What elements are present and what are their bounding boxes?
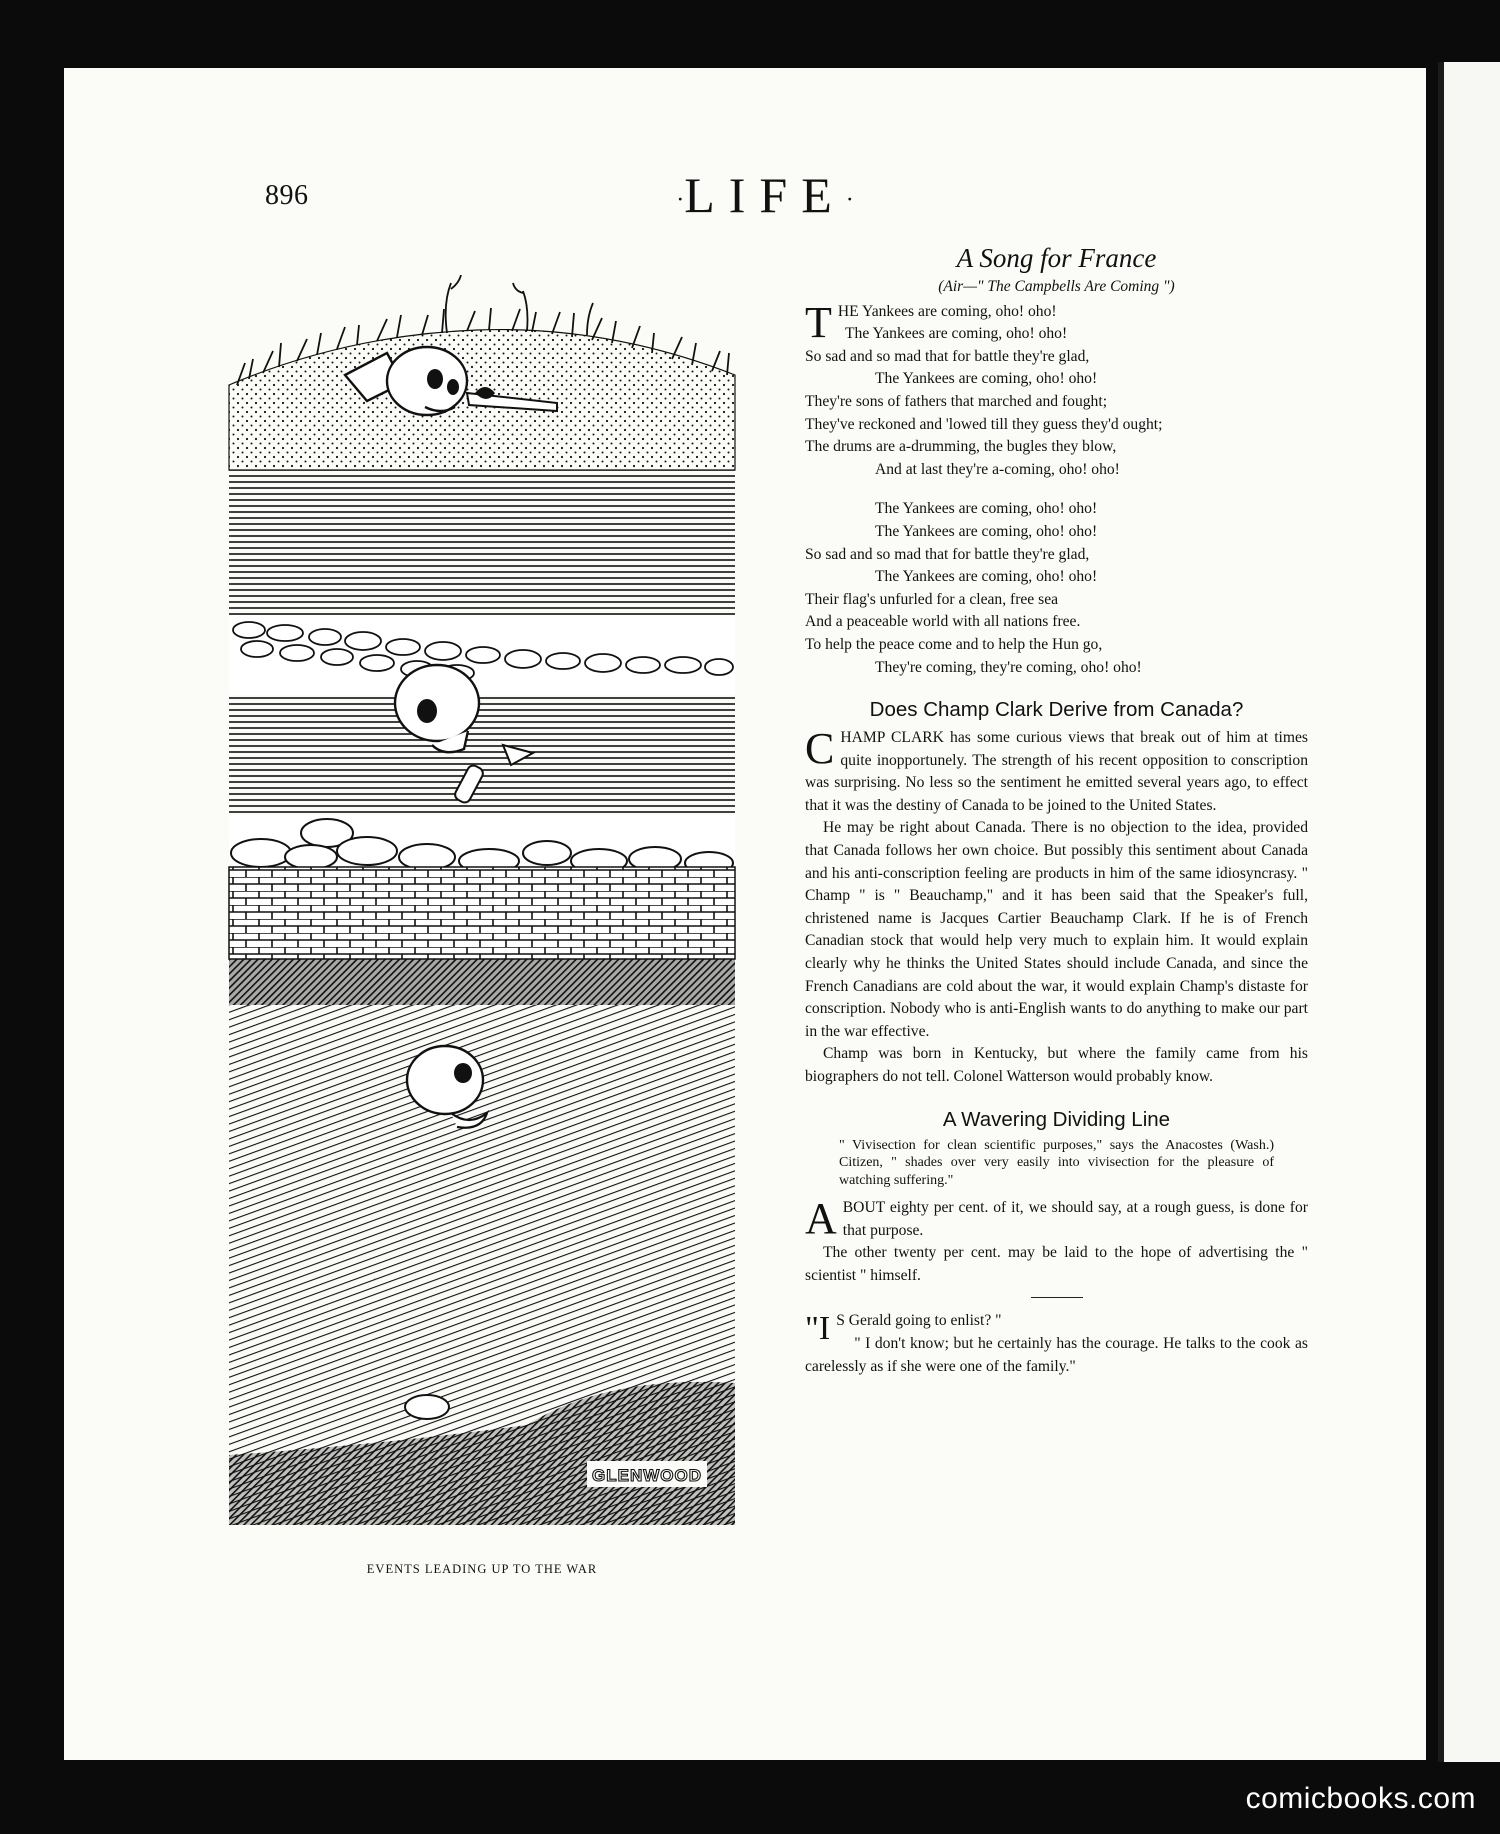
illustration-caption: EVENTS LEADING UP TO THE WAR xyxy=(366,1562,598,1576)
drop-cap: T xyxy=(805,297,832,347)
paragraph: He may be right about Canada. There is no objection to the idea, provided that Canada follows her own choice. But possibly this sentiment about Canada and his anti-conscription feeling are products in him of the same idiosyncrasy. " Champ " is " Beauchamp," and it has been said that the Speaker's full, christened name is Jacques Cartier Beauchamp Clark. If he is of French Canadian stock that would help very much to explain him. It would explain clearly why he thinks the United States should include Canada, and since the French Canadians are cold about the war, it would explain Champ's distaste for conscription. Nobody who is anti-English wants to do anything to make our part in the war effective. xyxy=(805,819,1308,1040)
adjacent-page-edge xyxy=(1438,62,1500,1762)
poem-line: The Yankees are coming, oho! oho! xyxy=(875,500,1098,518)
section-divider xyxy=(1031,1297,1083,1298)
drop-cap: C xyxy=(805,724,835,774)
poem-line: HE Yankees are coming, oho! oho! xyxy=(837,302,1057,320)
poem-line: The Yankees are coming, oho! oho! xyxy=(875,522,1098,540)
poem-line: The Yankees are coming, oho! oho! xyxy=(845,325,1068,343)
poem-line: They've reckoned and 'lowed till they guess they'd ought; xyxy=(805,415,1163,433)
song-stanza-1 xyxy=(805,297,1308,482)
site-watermark: comicbooks.com xyxy=(1245,1782,1476,1815)
poem-line: So sad and so mad that for battle they're glad, xyxy=(805,545,1090,563)
masthead: ·LIFE· xyxy=(676,167,854,223)
paragraph: Champ was born in Kentucky, but where the family came from his biographers do not tell. Colonel Watterson would probably know. xyxy=(805,1045,1308,1085)
poem-line: The Yankees are coming, oho! oho! xyxy=(875,568,1098,586)
wavering-line-title: A Wavering Dividing Line xyxy=(942,1107,1171,1131)
paragraph: " I don't know; but he certainly has the courage. He talks to the cook as carelessly as if she were one of the family." xyxy=(805,1335,1308,1375)
song-stanza-2 xyxy=(805,498,1308,679)
poem-line: The Yankees are coming, oho! oho! xyxy=(875,370,1098,388)
poem-line: They're coming, they're coming, oho! oho! xyxy=(875,658,1142,676)
wavering-line-article xyxy=(805,1194,1308,1287)
paragraph: S Gerald going to enlist? " xyxy=(836,1312,1002,1330)
epigraph-quote: " Vivisection for clean scientific purposes," says the Anacostes (Wash.) Citizen, " shades over very easily into vivisection for the pleasure of watching suffering." xyxy=(839,1137,1274,1188)
artist-signature: GLENWOOD xyxy=(592,1466,702,1485)
poem-line: To help the peace come and to help the Hun go, xyxy=(805,635,1103,653)
poem-line: They're sons of fathers that marched and fought; xyxy=(805,392,1108,410)
page-number: 896 xyxy=(265,180,309,211)
drop-cap: "I xyxy=(805,1310,831,1348)
paragraph: BOUT eighty per cent. of it, we should say, at a rough guess, is done for that purpose. xyxy=(842,1199,1308,1239)
masthead-title: LIFE xyxy=(684,167,846,223)
poem-line: And a peaceable world with all nations free. xyxy=(805,613,1081,631)
song-title: A Song for France xyxy=(956,243,1157,273)
song-subtitle: (Air—" The Campbells Are Coming ") xyxy=(938,278,1175,295)
gerald-joke xyxy=(805,1310,1308,1378)
poem-line: So sad and so mad that for battle they're glad, xyxy=(805,347,1090,365)
cartoon-illustration xyxy=(227,275,737,1525)
drop-cap: A xyxy=(805,1194,837,1244)
cartoon-drawing xyxy=(227,275,737,1525)
paragraph: HAMP CLARK has some curious views that break out of him at times quite inopportunely. The strength of his recent opposition to conscription was surprising. No less so the sentiment he emitted several years ago, to effect that it was the destiny of Canada to be joined to the United States. xyxy=(805,729,1308,814)
poem-line: Their flag's unfurled for a clean, free sea xyxy=(805,590,1059,608)
champ-clark-article xyxy=(805,724,1308,1089)
paragraph: The other twenty per cent. may be laid to the hope of advertising the " scientist " himself. xyxy=(805,1244,1308,1284)
text-column xyxy=(805,240,1308,1378)
champ-clark-title: Does Champ Clark Derive from Canada? xyxy=(869,698,1244,722)
poem-line: The drums are a-drumming, the bugles they blow, xyxy=(805,438,1117,456)
poem-line: And at last they're a-coming, oho! oho! xyxy=(875,460,1120,478)
